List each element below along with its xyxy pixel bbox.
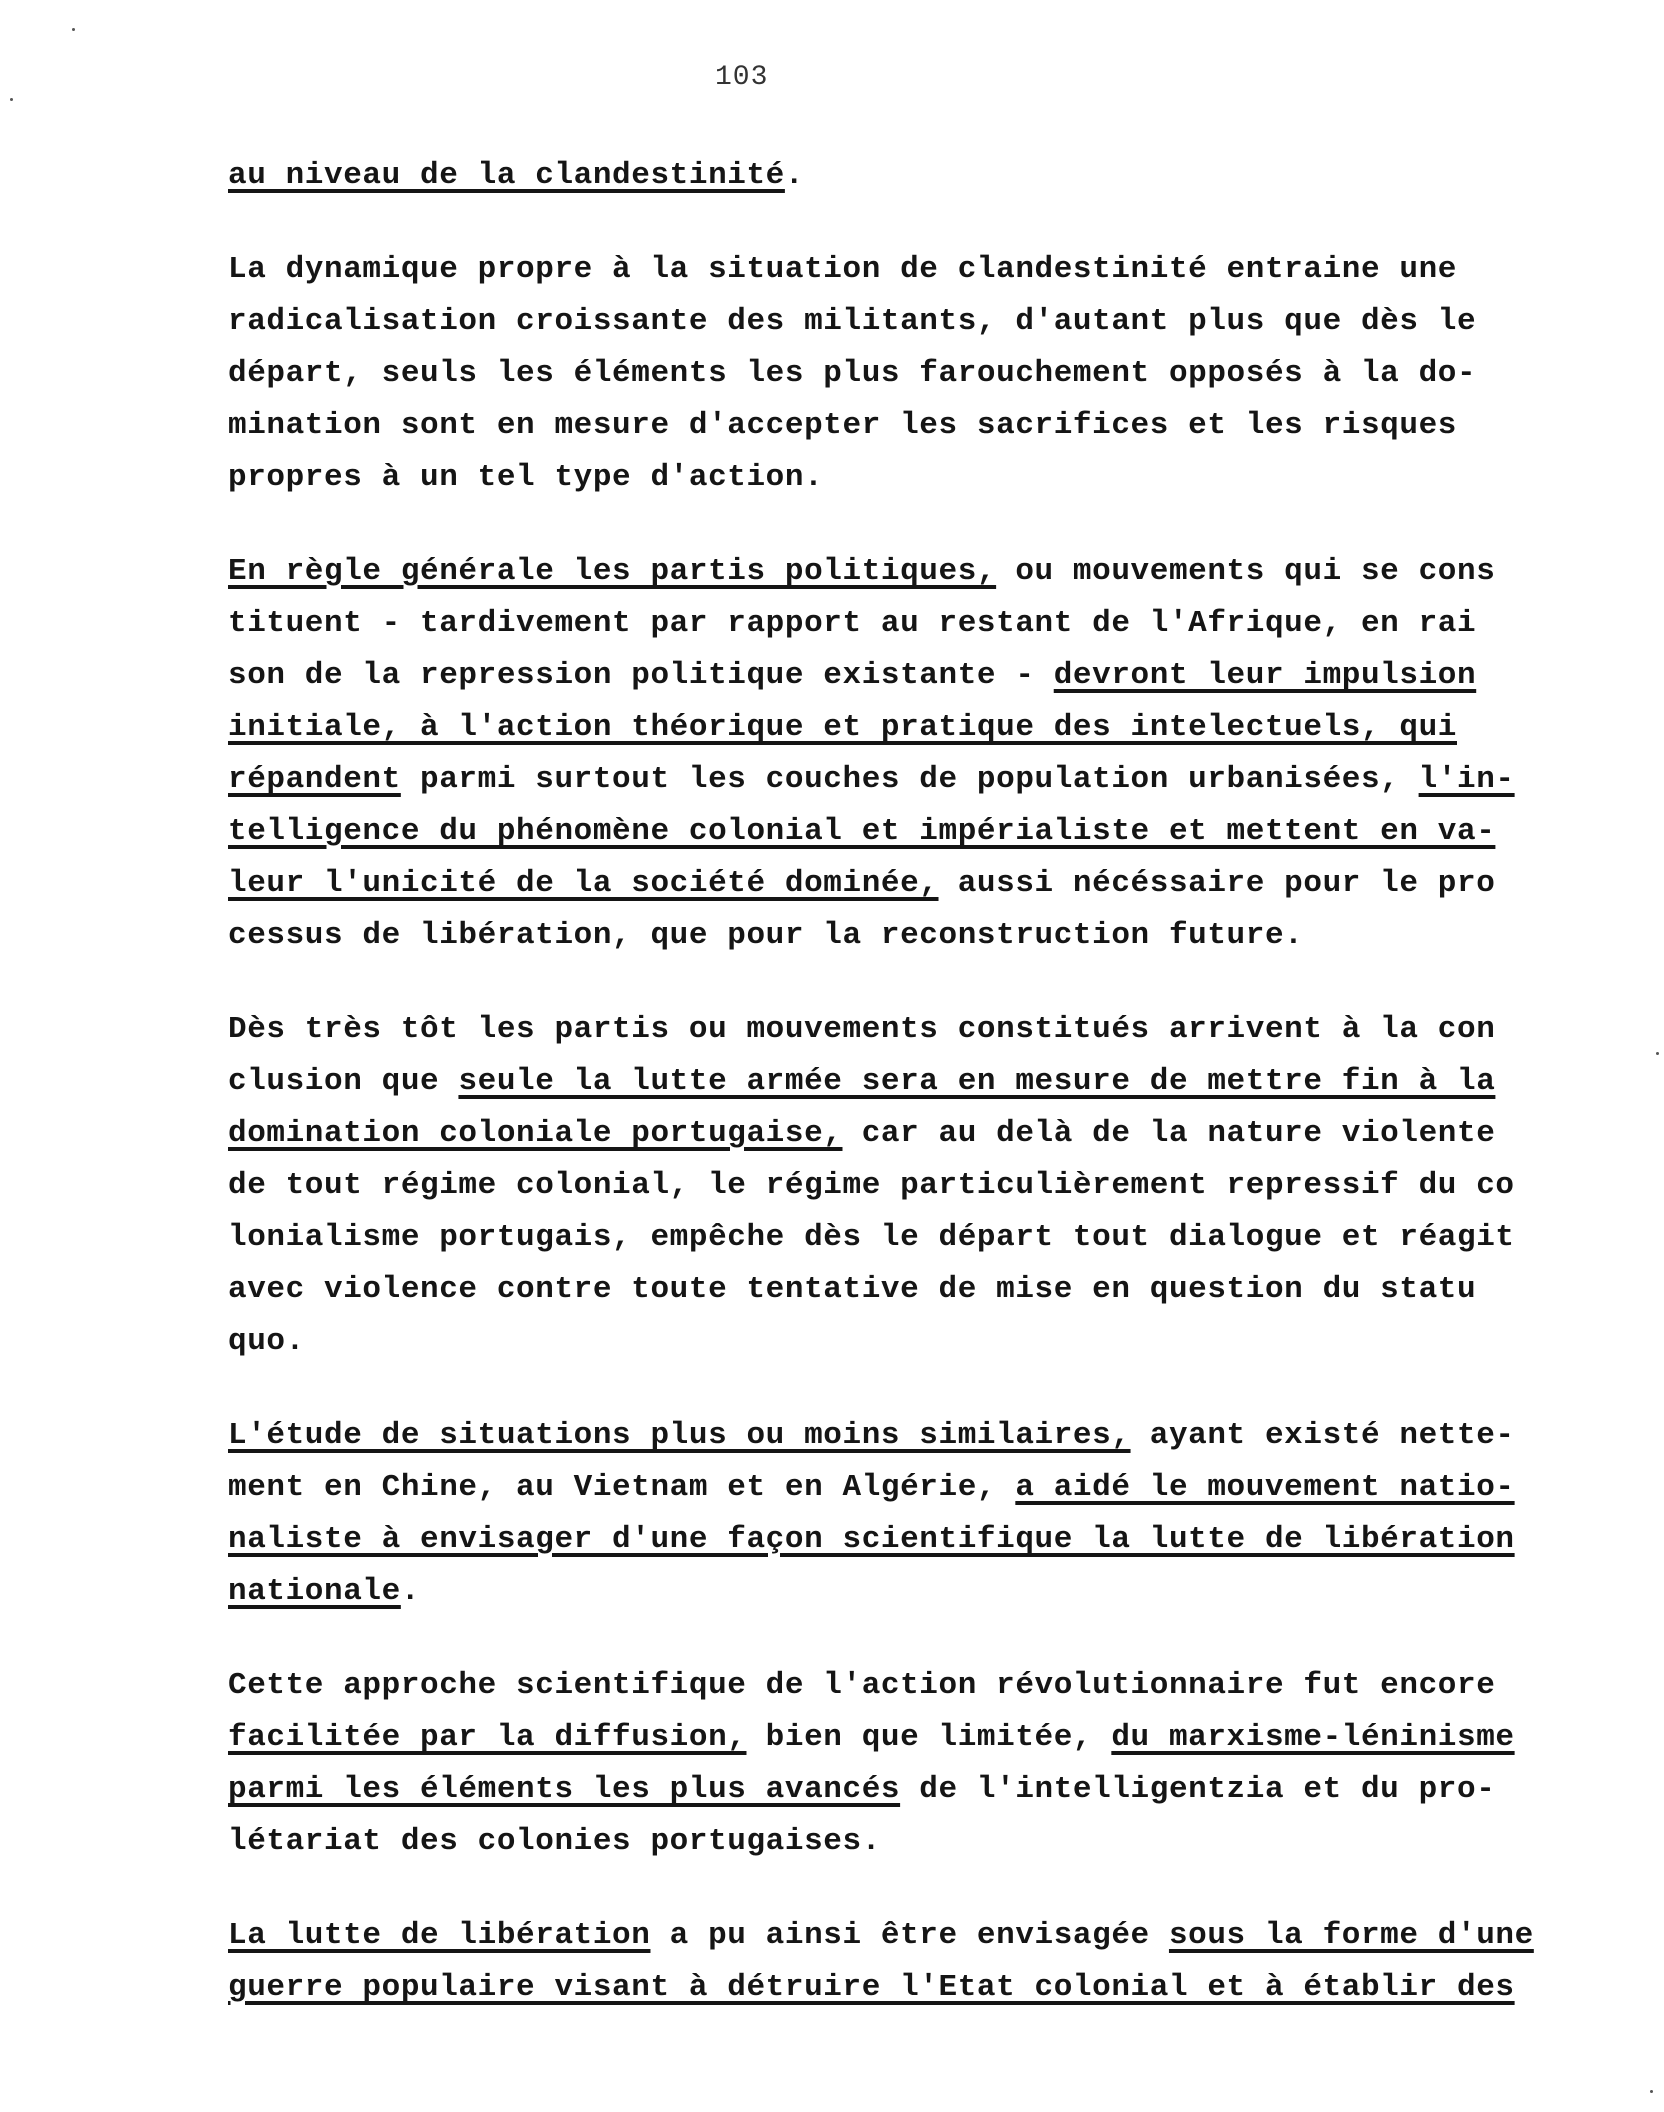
text-segment: ayant existé nette- (1130, 1418, 1515, 1453)
underlined-text: sous la forme d'une (1168, 1918, 1534, 1953)
underlined-text: au niveau de la clandestinité (228, 158, 785, 193)
text-line (228, 1514, 1608, 1566)
paragraph (228, 1660, 1608, 1868)
paragraph (228, 1004, 1608, 1368)
text-line (228, 1264, 1608, 1316)
text-line (228, 244, 1608, 296)
text-line (228, 1566, 1608, 1618)
paragraph (228, 244, 1608, 504)
document-body (228, 150, 1608, 2056)
underlined-text: guerre populaire visant à détruire l'Etat colonial et à établir des (228, 1970, 1515, 2005)
underlined-text: domination coloniale portugaise, (228, 1116, 843, 1151)
text-segment: Dès très tôt les partis ou mouvements constitués arrivent à la con (228, 1012, 1496, 1047)
page-number: 103 (715, 62, 769, 93)
text-segment: avec violence contre toute tentative de mise en question du statu (228, 1272, 1477, 1307)
paragraph (228, 1410, 1608, 1618)
text-segment: radicalisation croissante des militants, d'autant plus que dès le (228, 304, 1477, 339)
underlined-text: répandent (228, 762, 401, 797)
underlined-text: leur l'unicité de la société dominée, (228, 866, 939, 901)
underlined-text: La lutte de libération (228, 1918, 651, 1953)
text-line (228, 452, 1608, 504)
text-line (228, 1316, 1608, 1368)
text-segment: . (784, 158, 805, 193)
scan-speck (10, 98, 13, 101)
text-segment: mination sont en mesure d'accepter les sacrifices et les risques (228, 408, 1457, 443)
text-line (228, 1816, 1608, 1868)
underlined-text: seule la lutte armée sera en mesure de mettre fin à la (458, 1064, 1496, 1099)
text-segment: a pu ainsi être envisagée (650, 1918, 1169, 1953)
text-line (228, 806, 1608, 858)
text-line (228, 1962, 1608, 2014)
text-segment: Cette approche scientifique de l'action révolutionnaire fut encore (228, 1668, 1496, 1703)
text-line (228, 1660, 1608, 1712)
underlined-text: parmi les éléments les plus avancés (228, 1772, 901, 1807)
text-segment: car au delà de la nature violente (842, 1116, 1496, 1151)
paragraph (228, 150, 1608, 202)
scan-speck (1650, 2090, 1653, 2093)
text-segment: ou mouvements qui se cons (996, 554, 1496, 589)
text-segment: son de la repression politique existante - (228, 658, 1054, 693)
text-line (228, 910, 1608, 962)
text-line (228, 1160, 1608, 1212)
text-segment: létariat des colonies portugaises. (228, 1824, 881, 1859)
text-line (228, 598, 1608, 650)
underlined-text: l'in- (1418, 762, 1515, 797)
text-line (228, 348, 1608, 400)
underlined-text: En règle générale les partis politiques, (228, 554, 997, 589)
text-segment: lonialisme portugais, empêche dès le départ tout dialogue et réagit (228, 1220, 1515, 1255)
text-line (228, 1056, 1608, 1108)
text-line (228, 1410, 1608, 1462)
text-segment: . (400, 1574, 421, 1609)
underlined-text: du marxisme-léninisme (1111, 1720, 1515, 1755)
text-line (228, 858, 1608, 910)
text-segment: parmi surtout les couches de population urbanisées, (400, 762, 1419, 797)
text-line (228, 1764, 1608, 1816)
underlined-text: devront leur impulsion (1053, 658, 1477, 693)
scan-speck (72, 28, 75, 31)
scan-speck (1656, 1052, 1659, 1055)
text-line (228, 1004, 1608, 1056)
paragraph (228, 1910, 1608, 2014)
text-line (228, 650, 1608, 702)
text-line (228, 1462, 1608, 1514)
text-line (228, 1712, 1608, 1764)
text-segment: La dynamique propre à la situation de clandestinité entraine une (228, 252, 1457, 287)
text-segment: de tout régime colonial, le régime particulièrement repressif du co (228, 1168, 1515, 1203)
text-segment: clusion que (228, 1064, 459, 1099)
text-segment: bien que limitée, (746, 1720, 1112, 1755)
text-line (228, 754, 1608, 806)
underlined-text: nationale (228, 1574, 401, 1609)
underlined-text: facilitée par la diffusion, (228, 1720, 747, 1755)
underlined-text: L'étude de situations plus ou moins similaires, (228, 1418, 1131, 1453)
text-line (228, 1212, 1608, 1264)
text-line (228, 150, 1608, 202)
text-segment: aussi nécéssaire pour le pro (938, 866, 1496, 901)
paragraph (228, 546, 1608, 962)
text-line (228, 296, 1608, 348)
text-segment: propres à un tel type d'action. (228, 460, 824, 495)
underlined-text: telligence du phénomène colonial et impérialiste et mettent en va- (228, 814, 1496, 849)
text-line (228, 1910, 1608, 1962)
text-segment: quo. (228, 1324, 305, 1359)
text-line (228, 702, 1608, 754)
underlined-text: initiale, à l'action théorique et pratique des intelectuels, qui (228, 710, 1457, 745)
text-segment: cessus de libération, que pour la reconstruction future. (228, 918, 1304, 953)
underlined-text: a aidé le mouvement natio- (1015, 1470, 1515, 1505)
text-segment: ment en Chine, au Vietnam et en Algérie, (228, 1470, 1016, 1505)
text-line (228, 1108, 1608, 1160)
text-segment: tituent - tardivement par rapport au restant de l'Afrique, en rai (228, 606, 1477, 641)
underlined-text: naliste à envisager d'une façon scientifique la lutte de libération (228, 1522, 1515, 1557)
text-segment: départ, seuls les éléments les plus farouchement opposés à la do- (228, 356, 1477, 391)
text-line (228, 400, 1608, 452)
text-segment: de l'intelligentzia et du pro- (900, 1772, 1496, 1807)
text-line (228, 546, 1608, 598)
